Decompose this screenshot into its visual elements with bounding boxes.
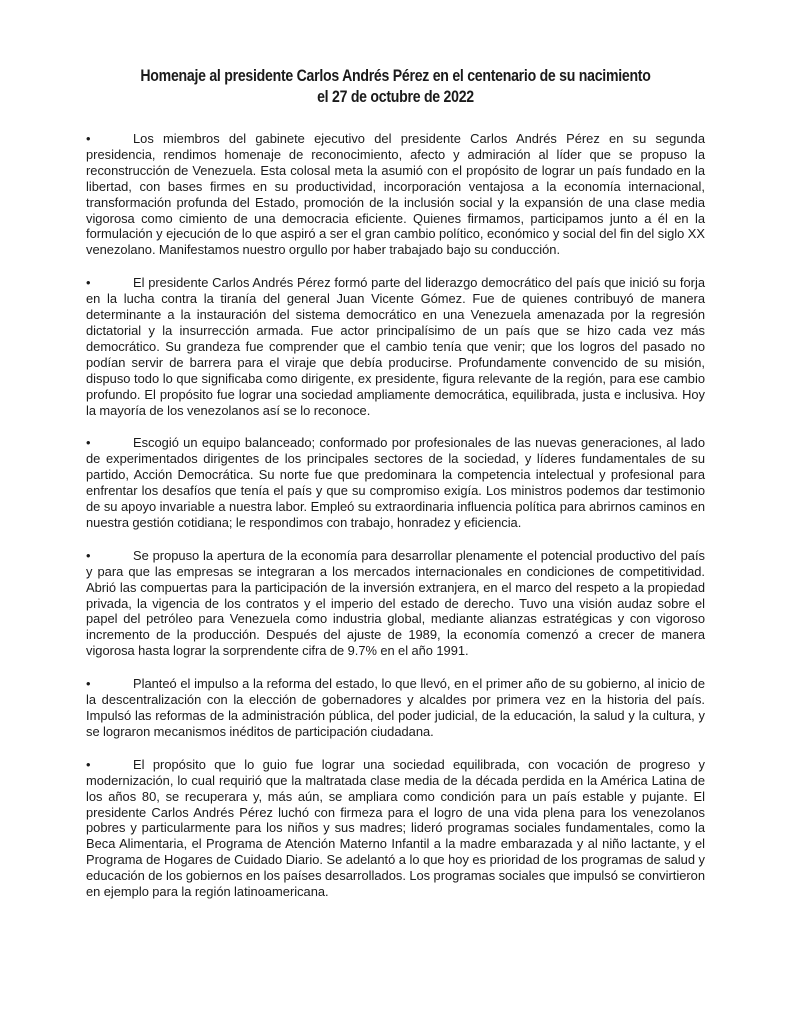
bullet-icon: •: [86, 435, 91, 451]
paragraph-text: El propósito que lo guio fue lograr una sociedad equilibrada, con vocación de progreso y modernización, lo cual requirió que la maltratada clase media de la década perdida en la América Latina de los años 80, se recuperara y, más aún, se ampliara como condición para un país estable y pujante. El presidente Carlos Andrés Pérez luchó con firmeza para el logro de una vida plena para los venezolanos pobres y particularmente para los niños y sus madres; lideró programas sociales fundamentales, como la Beca Alimentaria, el Programa de Atención Materno Infantil a la madre embarazada y al niño lactante, y el Programa de Hogares de Cuidado Diario. Se adelantó a lo que hoy es prioridad de los programas de salud y educación de los gobiernos en los países desarrollados. Los programas sociales que impulsó se convirtieron en ejemplo para la región latinoamericana.: [86, 756, 705, 900]
bullet-icon: •: [86, 275, 91, 291]
bullet-icon: •: [86, 756, 91, 772]
paragraph-text: Escogió un equipo balanceado; conformado por profesionales de las nuevas generaciones, al lado de experimentados dirigentes de los principales sectores de la sociedad, y líderes fundamentales de su partido, Acción Democrática. Su norte fue que predominara la competencia intelectual y profesional para enfrentar los desafíos que tenía el país y que su compromiso exigía. Los ministros podemos dar testimonio de su apoyo invariable a nuestra labor. Empleó su extraordinaria influencia política para abrirnos caminos en nuestra gestión cotidiana; le respondimos con trabajo, honradez y eficiencia.: [86, 435, 705, 530]
paragraph-text: El presidente Carlos Andrés Pérez formó parte del liderazgo democrático del país que inició su forja en la lucha contra la tiranía del general Juan Vicente Gómez. Fue de quienes contribuyó de manera determinante a la instauración del sistema democrático en una Venezuela amenazada por la regresión dictatorial y la insurrección armada. Fue actor principalísimo de un país que se hizo cada vez más democrático. Su grandeza fue comprender que el cambio tenía que venir; que los logros del pasado no podían servir de barrera para el viraje que debía producirse. Profundamente convencido de su misión, dispuso todo lo que significaba como dirigente, ex presidente, figura relevante de la región, para ese cambio profundo. El propósito fue lograr una sociedad ampliamente democrática, equilibrada, justa e inclusiva. Hoy la mayoría de los venezolanos así se lo reconoce.: [86, 275, 705, 418]
paragraph-text: Los miembros del gabinete ejecutivo del presidente Carlos Andrés Pérez en su segunda presidencia, rendimos homenaje de reconocimiento, afecto y admiración al líder que se propuso la reconstrucción de Venezuela. Esta colosal meta la asumió con el propósito de lograr un país fundado en la libertad, con bases firmes en su productividad, incorporación ventajosa a la economía internacional, transformación profunda del Estado, promoción de la inclusión social y la expansión de una clase media vigorosa como cimiento de una democracia eficiente. Quienes firmamos, participamos junto a él en la formulación y ejecución de lo que aspiró a ser el gran cambio político, económico y social del fin del siglo XX venezolano. Manifestamos nuestro orgullo por haber trabajado bajo su conducción.: [86, 131, 705, 258]
paragraph-text: Planteó el impulso a la reforma del estado, lo que llevó, en el primer año de su gobierno, al inicio de la descentralización con la elección de gobernadores y alcaldes por primera vez en la historia del país. Impulsó las reformas de la administración pública, del poder judicial, de la educación, la salud y la cultura, y se lograron mecanismos inéditos de participación ciudadana.: [86, 676, 705, 739]
bullet-icon: •: [86, 547, 91, 563]
document-title: [129, 66, 661, 108]
paragraph-4: [86, 548, 705, 659]
bullet-icon: •: [86, 131, 91, 146]
title-line-1: Homenaje al presidente Carlos Andrés Pérez en el centenario de su nacimiento: [140, 67, 651, 85]
paragraph-6: [86, 757, 705, 900]
paragraph-text: Se propuso la apertura de la economía para desarrollar plenamente el potencial productivo del país y para que las empresas se integraran a los mercados internacionales en condiciones de competitividad. Abrió las compuertas para la participación de la inversión extranjera, en el marco del respeto a la propiedad privada, la vigencia de los contratos y el imperio del estado de derecho. Tuvo una visión audaz sobre el papel del petróleo para Venezuela como industria global, mediante alianzas estratégicas y con vigoroso incremento de la producción. Después del ajuste de 1989, la economía comenzó a crecer de manera vigorosa hasta lograr la sorprendente cifra de 9.7% en el año 1991.: [86, 547, 705, 659]
paragraph-2: [86, 275, 705, 418]
paragraph-5: [86, 676, 705, 740]
bullet-icon: •: [86, 676, 91, 692]
paragraph-1: [86, 131, 705, 258]
title-line-2: el 27 de octubre de 2022: [317, 88, 474, 106]
paragraph-3: [86, 435, 705, 530]
